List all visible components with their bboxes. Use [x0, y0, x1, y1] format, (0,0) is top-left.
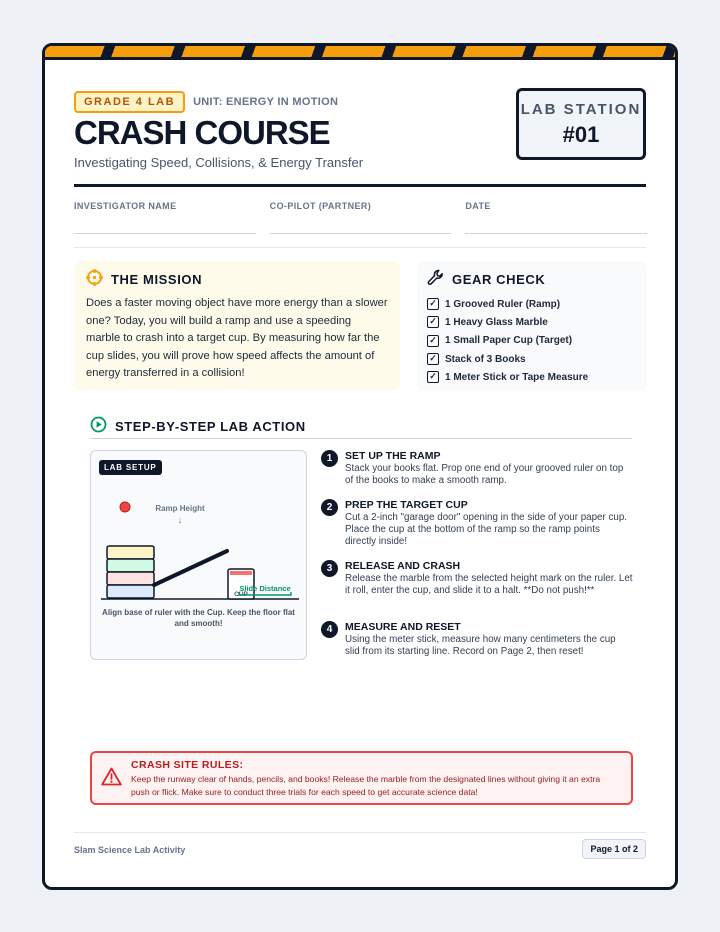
step-text: Using the meter stick, measure how many centimeters the cup slid from its starting line. Record on Page 2, then reset!	[345, 634, 616, 657]
step-title: RELEASE AND CRASH	[345, 560, 461, 572]
field-line	[74, 233, 256, 234]
grade-badge: GRADE 4 LAB	[74, 91, 185, 113]
gear-item-label: Stack of 3 Books	[445, 353, 526, 365]
field-line	[270, 233, 452, 234]
step-title: MEASURE AND RESET	[345, 621, 461, 633]
unit-label: UNIT: ENERGY IN MOTION	[193, 96, 339, 108]
gear-item[interactable]	[427, 368, 637, 386]
setup-caption: Align base of ruler with the Cup. Keep the floor flat and smooth!	[102, 608, 295, 628]
book-bottom	[107, 585, 154, 598]
lab-setup-tag: LAB SETUP	[99, 460, 162, 475]
rules-title: CRASH SITE RULES:	[131, 759, 244, 771]
step-number: 3	[321, 560, 338, 577]
checkbox-icon[interactable]: ✓	[427, 371, 439, 383]
checkbox-icon[interactable]: ✓	[427, 298, 439, 310]
student-info-fields	[74, 201, 647, 234]
gear-check-panel	[417, 261, 647, 390]
gear-item[interactable]	[427, 350, 637, 368]
gear-item[interactable]	[427, 295, 637, 313]
step-number: 4	[321, 621, 338, 638]
step-number: 2	[321, 499, 338, 516]
cup-rim	[230, 571, 252, 575]
footer-divider	[74, 832, 646, 833]
mission-heading	[86, 269, 388, 289]
ruler-ramp	[154, 551, 227, 585]
mission-title: THE MISSION	[111, 271, 203, 287]
lab-station-box	[516, 88, 646, 160]
step-3	[321, 560, 633, 597]
field-label: INVESTIGATOR NAME	[74, 201, 177, 211]
field-label: CO-PILOT (PARTNER)	[269, 201, 372, 211]
step-title: SET UP THE RAMP	[345, 450, 441, 462]
header-badges	[74, 91, 338, 113]
station-label: LAB STATION	[520, 101, 642, 118]
book-top	[107, 546, 154, 559]
page-subtitle: Investigating Speed, Collisions, & Energy Transfer	[74, 155, 364, 170]
step-text: Stack your books flat. Prop one end of your grooved ruler on top of the books to make a smooth ramp.	[345, 463, 624, 486]
field-line	[465, 233, 647, 234]
steps-title: STEP-BY-STEP LAB ACTION	[115, 418, 306, 434]
header-divider	[74, 184, 646, 187]
worksheet-page	[42, 43, 678, 890]
play-circle-icon	[90, 416, 107, 436]
rules-text: Keep the runway clear of hands, pencils, and books! Release the marble from the designated lines without giving it an extra push or flick. Make sure to conduct three trials for each speed to get accurate science data!	[131, 774, 601, 797]
field-label: DATE	[465, 201, 491, 211]
page-title: CRASH COURSE	[74, 114, 330, 151]
book-lower	[107, 572, 154, 585]
gear-item-label: 1 Grooved Ruler (Ramp)	[445, 298, 561, 310]
copilot-field[interactable]	[270, 201, 452, 234]
slide-distance-label: Slide Distance	[239, 584, 291, 593]
step-text: Cut a 2-inch "garage door" opening in the side of your paper cup. Place the cup at the bottom of the ramp so the ramp points directly inside!	[345, 512, 627, 547]
down-arrow-icon: ↓	[177, 515, 183, 525]
page-number-badge: Page 1 of 2	[582, 839, 646, 859]
gear-title: GEAR CHECK	[452, 271, 546, 287]
footer-credit: Slam Science Lab Activity	[74, 845, 186, 855]
date-field[interactable]	[465, 201, 647, 234]
mission-panel	[74, 261, 400, 390]
mission-text: Does a faster moving object have more energy than a slower one? Today, you will build a ramp and use a speeding marble to crash into a target cup. By measuring how far the cup slides, you will prove how speed affects the amount of energy transferred in a collision!	[86, 297, 388, 379]
gear-item-label: 1 Small Paper Cup (Target)	[445, 335, 573, 347]
checkbox-icon[interactable]: ✓	[427, 316, 439, 328]
gear-item-label: 1 Heavy Glass Marble	[445, 316, 548, 328]
gear-item[interactable]	[427, 332, 637, 350]
steps-divider	[90, 438, 632, 439]
investigator-name-field[interactable]	[74, 201, 256, 234]
gear-heading	[427, 269, 637, 289]
station-number: #01	[562, 122, 600, 147]
wrench-icon	[427, 269, 444, 289]
ramp-height-label: Ramp Height	[155, 504, 205, 513]
hazard-tape-border	[45, 46, 675, 60]
cup-label: CUP	[234, 591, 248, 598]
gear-list	[427, 295, 637, 386]
step-2	[321, 499, 633, 548]
gear-item-label: 1 Meter Stick or Tape Measure	[445, 371, 589, 383]
book-middle	[107, 559, 154, 572]
crash-site-rules-box	[90, 751, 633, 805]
setup-illustration	[91, 451, 308, 611]
warning-icon	[101, 767, 122, 791]
step-title: PREP THE TARGET CUP	[345, 499, 468, 511]
lab-setup-diagram	[90, 450, 307, 660]
step-number: 1	[321, 450, 338, 467]
step-text: Release the marble from the selected height mark on the ruler. Let it roll, enter the cup, and slide it to a halt. **Do not push!**	[345, 573, 633, 596]
checkbox-icon[interactable]: ✓	[427, 335, 439, 347]
crosshair-icon	[86, 269, 103, 289]
checkbox-icon[interactable]: ✓	[427, 353, 439, 365]
fields-divider	[74, 247, 646, 248]
steps-heading	[90, 416, 306, 436]
step-1	[321, 450, 633, 487]
step-4	[321, 621, 633, 658]
marble-icon	[120, 502, 130, 512]
gear-item[interactable]	[427, 313, 637, 331]
